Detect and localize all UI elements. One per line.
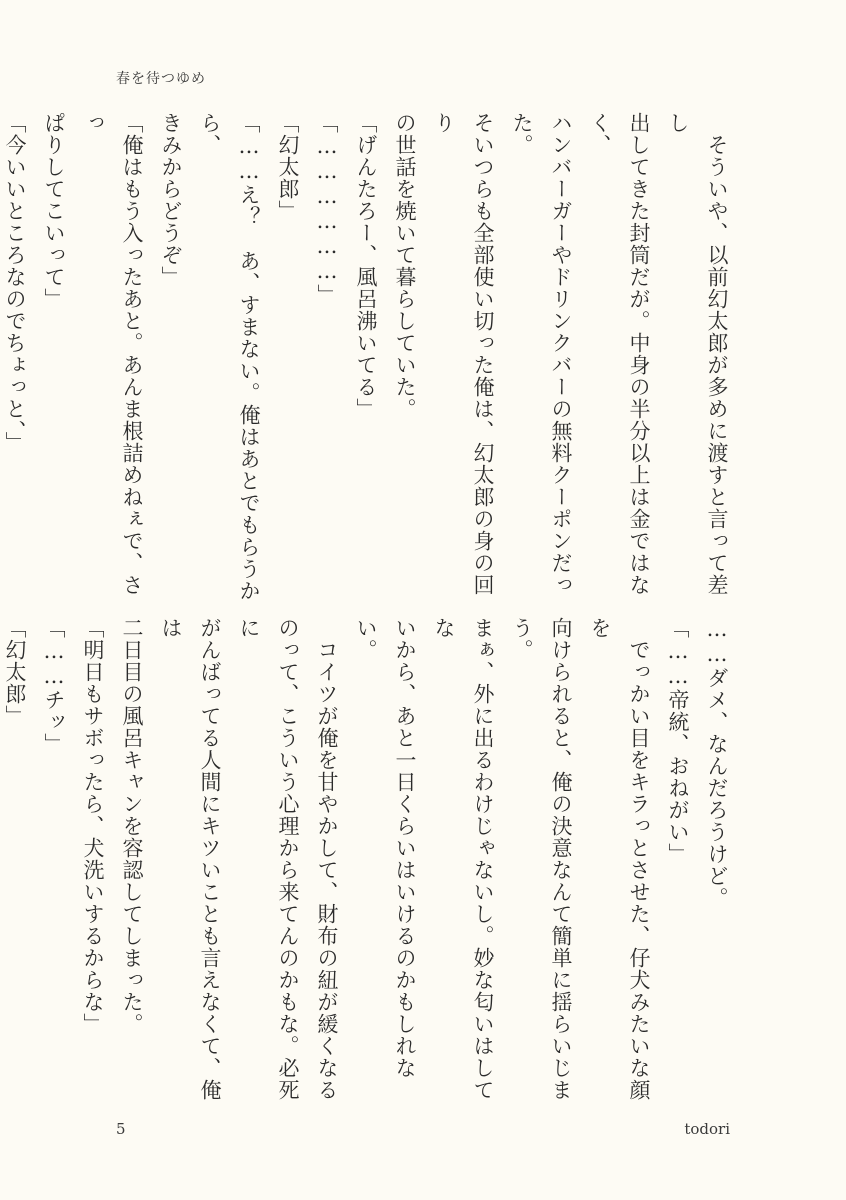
text-column: ……ダメ、なんだろうけど。 <box>705 617 729 909</box>
text-column: そいつらも全部使い切った俺は、幻太郎の身の回り <box>432 112 495 596</box>
text-column: まぁ、外に出るわけじゃないし。妙な匂いはしてな <box>432 617 495 1101</box>
text-column: ハンバーガーやドリンクバーの無料クーポンだった。 <box>510 112 573 596</box>
text-column: きみからどうぞ」 <box>159 112 183 288</box>
text-column: のって、こういう心理から来てんのかもな。必死に <box>237 617 300 1101</box>
text-column: がんばってる人間にキツいことも言えなくて、俺は <box>159 617 222 1101</box>
text-column: 「……チッ」 <box>42 617 66 755</box>
text-column: 「俺はもう入ったあと。あんま根詰めねぇで、さっ <box>81 112 144 596</box>
text-column: 「……え？ あ、すまない。俺はあとでもらうから、 <box>198 112 261 602</box>
text-column: 向けられると、俺の決意なんて簡単に揺らいじまう。 <box>510 617 573 1101</box>
text-column: 出してきた封筒だが。中身の半分以上は金ではなく、 <box>588 112 651 596</box>
text-block-bottom <box>0 617 736 1107</box>
running-header: 春を待つゆめ <box>116 71 206 87</box>
text-column: そういや、以前幻太郎が多めに渡すと言って差し <box>666 112 729 596</box>
author-name: todori <box>684 1120 730 1138</box>
text-column: の世話を焼いて暮らしていた。 <box>393 112 417 420</box>
text-column: でっかい目をキラっとさせた、仔犬みたいな顔を <box>588 617 651 1101</box>
text-column: 二日目の風呂キャンを容認してしまった。 <box>120 617 144 1035</box>
text-column: ぱりしてこいって」 <box>42 112 66 310</box>
text-block-top <box>0 112 736 602</box>
text-column: 「今いいところなのでちょっと、」 <box>3 112 27 454</box>
page-number: 5 <box>116 1120 126 1138</box>
text-column: 「幻太郎」 <box>3 617 27 727</box>
text-column: 「………………」 <box>315 112 339 306</box>
text-column: 「幻太郎」 <box>276 112 300 222</box>
text-column: いから、あと一日くらいはいけるのかもしれない。 <box>354 617 417 1079</box>
text-column: 「……帝統、おねがい」 <box>666 617 690 865</box>
text-column: 「明日もサボったら、犬洗いするからな」 <box>81 617 105 1035</box>
text-column: コイツが俺を甘やかして、財布の紐が緩くなる <box>315 617 339 1101</box>
text-column: 「げんたろー、風呂沸いてる」 <box>354 112 378 420</box>
